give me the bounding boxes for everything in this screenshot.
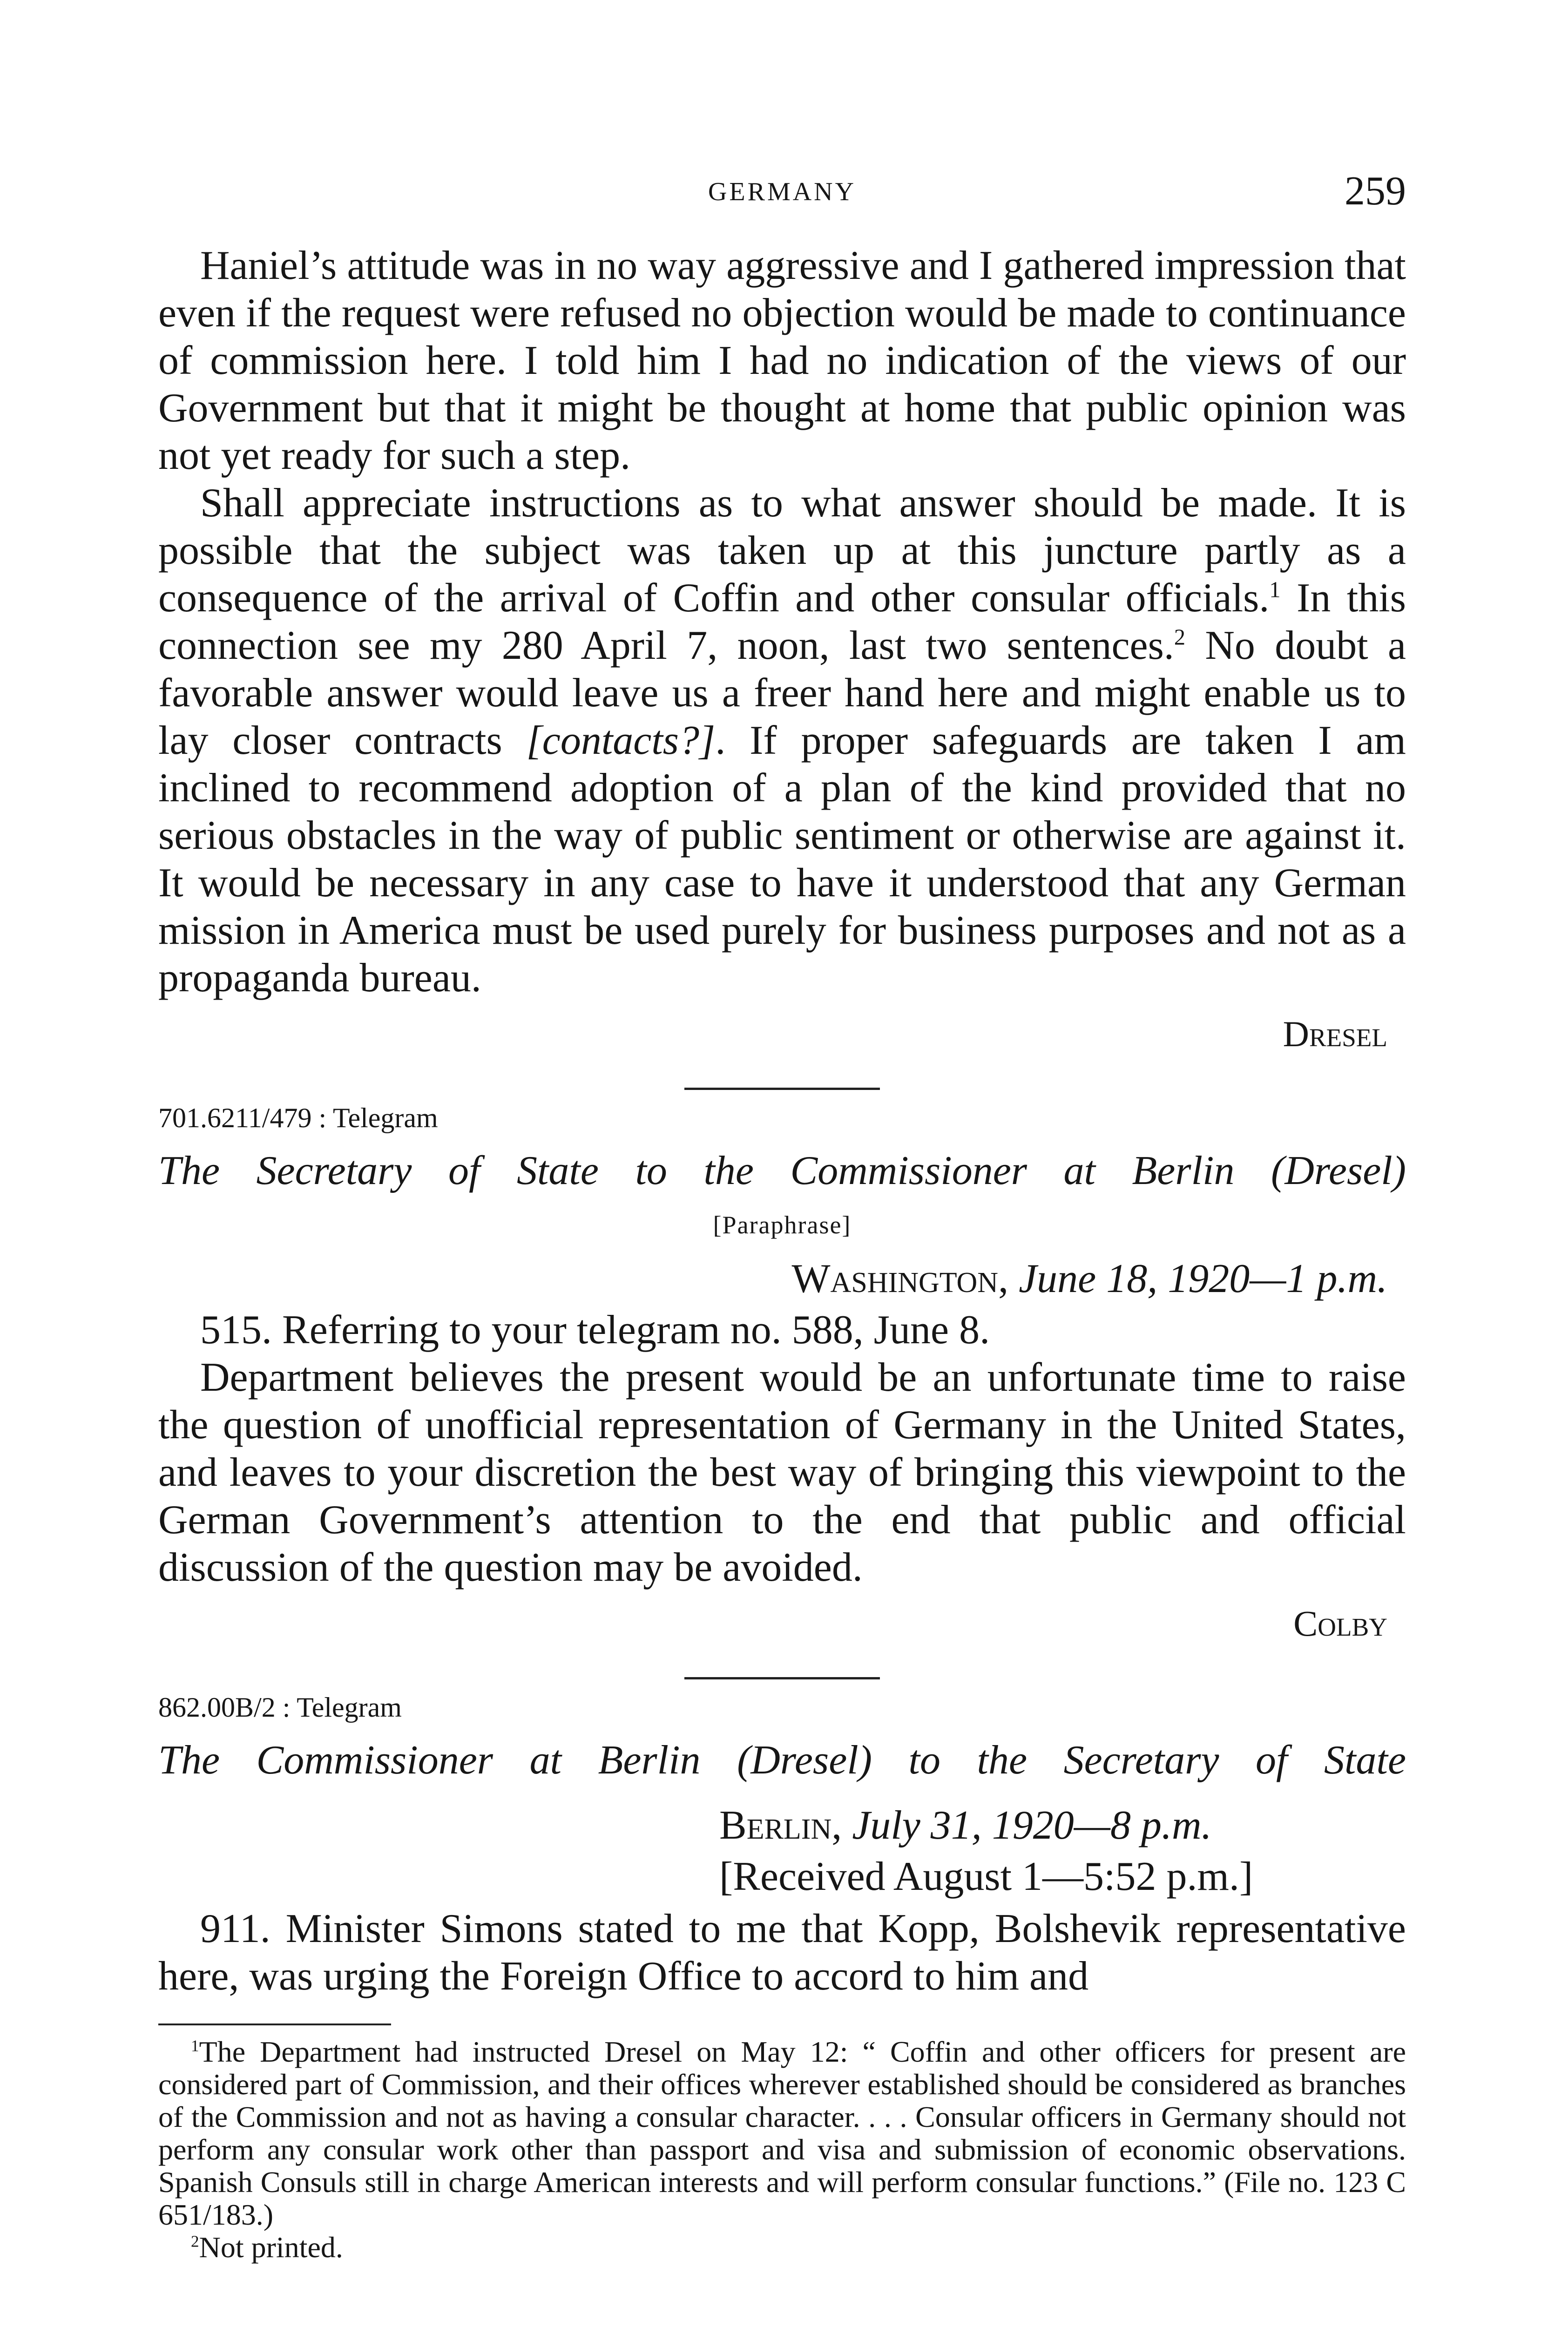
doc3-paragraph-1: 911. Minister Simons stated to me that Kopp, Bolshevik representative here, was urging the Foreign Office to accord to him and [158,1906,1406,1999]
page-number: 259 [1345,169,1406,214]
doc2-signature: Colby [1293,1603,1387,1644]
doc2-date: June 18, 1920—1 p.m. [1019,1256,1387,1301]
footnote-1 [158,2036,1406,2231]
page-header [158,168,1406,223]
doc3-place: Berlin, [719,1803,842,1848]
footnote-2-mark: 2 [191,2232,199,2251]
running-head: GERMANY [708,177,857,206]
footnote-2 [158,2231,1406,2264]
doc2-paraphrase-note: [Paraphrase] [713,1211,852,1239]
footnote-1-mark: 1 [191,2037,199,2055]
footnote-ref-2: 2 [1174,625,1186,650]
doc2-paragraph-2: Department believes the present would be an unfortunate time to raise the question of unofficial representation of Germany in the United States, and leaves to your discretion the best way of bringing this viewpoint to the German Government’s attention to the end that public and official discussion of the question may be avoided. [158,1355,1406,1590]
footnote-divider [158,2023,391,2025]
doc1-paragraph-2 [158,480,1406,1002]
doc3-dateline [719,1800,1406,1902]
footnote-ref-1: 1 [1269,577,1281,602]
doc2-file-reference: 701.6211/479 : Telegram [158,1103,438,1133]
doc3-date: July 31, 1920—8 p.m. [852,1803,1212,1848]
section-divider-1 [684,1088,880,1090]
page-body [158,242,1406,2264]
doc1-p2-part-b: In this connection see my 280 April 7, noon, last two sentences. [158,575,1406,668]
doc2-title: The Secretary of State to the Commissioner at Berlin (Dresel) [158,1148,1406,1193]
doc2-place: Washington, [791,1256,1009,1301]
doc2-dateline [158,1253,1406,1305]
section-divider-2 [684,1677,880,1679]
doc1-signature: Dresel [1283,1014,1387,1054]
footnote-2-text: Not printed. [199,2231,343,2264]
doc2-paragraph-1: 515. Referring to your telegram no. 588, June 8. [200,1307,990,1353]
doc3-file-reference: 862.00B/2 : Telegram [158,1692,402,1723]
footnote-1-text: The Department had instructed Dresel on May 12: “ Coffin and other officers for present are considered part of Commission, and their offices wherever established should be considered as branches of the Commission and not as having a consular character. . . . Consular officers in Germany should not perform any consular work other than passport and visa and submission of economic observations. Spanish Consuls still in charge American interests and will perform consular functions.” (File no. 123 C 651/183.) [158,2035,1406,2231]
doc3-place-date [719,1800,1406,1851]
doc3-received: [Received August 1—5:52 p.m.] [719,1854,1253,1899]
doc1-p2-part-a: Shall appreciate instructions as to what answer should be made. It is possible that the subject was taken up at this juncture partly as a consequence of the arrival of Coffin and other consular officials. [158,480,1406,621]
doc1-p2-part-c: No doubt a favorable answer would leave us a freer hand here and might enable us to lay closer contracts [158,623,1406,763]
doc1-p2-editorial-bracket: [contacts?] [526,718,716,763]
doc1-p2-part-d: . If proper safeguards are taken I am inclined to recommend adoption of a plan of the kind provided that no serious obstacles in the way of public sentiment or otherwise are against it. It would be necessary in any case to have it understood that any German mission in America must be used purely for business purposes and not as a propaganda bureau. [158,718,1406,1001]
doc3-title: The Commissioner at Berlin (Dresel) to the Secretary of State [158,1738,1406,1783]
doc1-paragraph-1: Haniel’s attitude was in no way aggressive and I gathered impression that even if the request were refused no objection would be made to continuance of commission here. I told him I had no indication of the views of our Government but that it might be thought at home that public opinion was not yet ready for such a step. [158,243,1406,478]
